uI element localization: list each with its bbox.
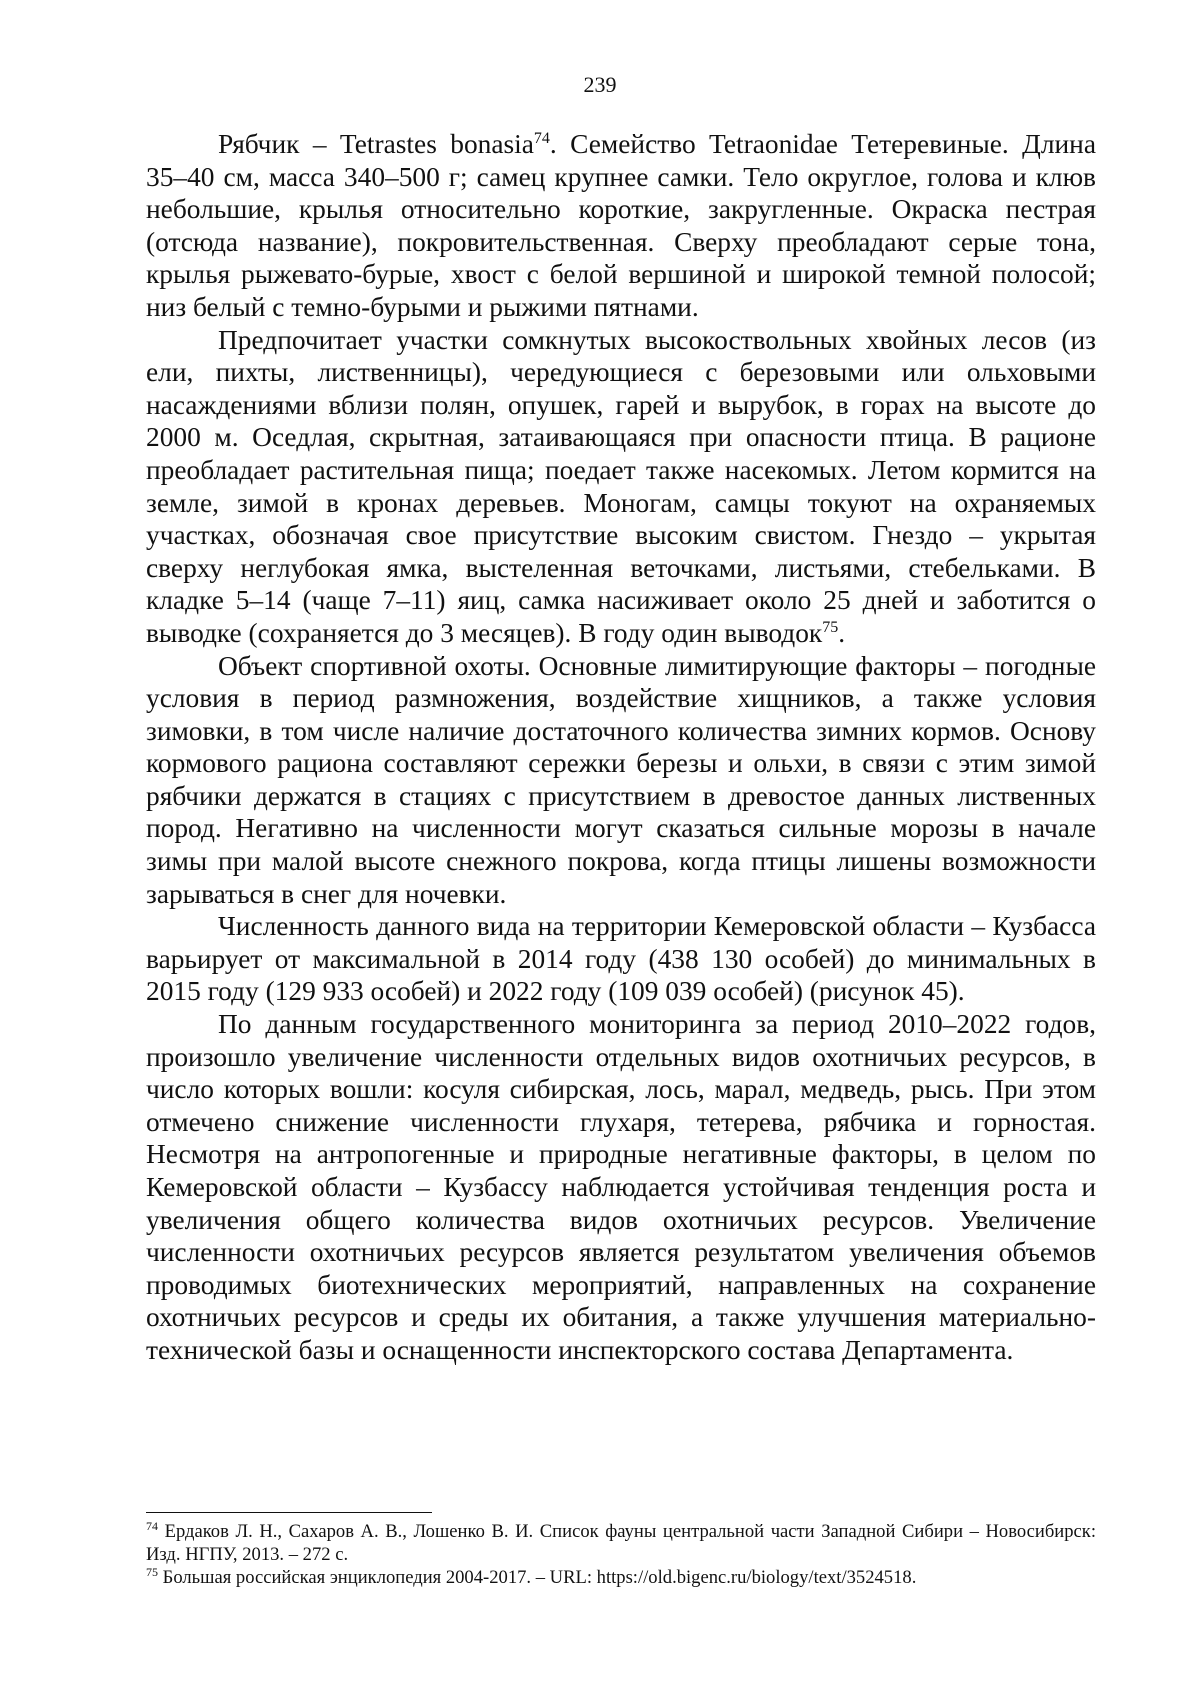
footnote-mark: 75 — [146, 1564, 158, 1579]
page-number: 239 — [583, 72, 617, 97]
footnote-reference-74[interactable]: 74 — [533, 129, 550, 147]
paragraph-population: Численность данного вида на территории Кемеровской области – Кузбасса варьирует от максимальной в 2014 году (438 130 особей) до минимальных в 2015 году (129 933 особей) и 2022 году (109 039 особей) (рисунок 45). — [146, 911, 1096, 1007]
footnotes — [146, 1520, 1096, 1589]
paragraph-text: Рябчик – Tetrastes bonasia — [218, 129, 534, 159]
footnote-separator — [146, 1512, 432, 1513]
paragraph-monitoring: По данным государственного мониторинга за период 2010–2022 годов, произошло увеличение численности отдельных видов охотничьих ресурсов, в число которых вошли: косуля сибирская, лось, марал, медведь, рысь. При этом отмечено снижение численности глухаря, тетерева, рябчика и горностая. Несмотря на антропогенные и природные негативные факторы, в целом по Кемеровской области – Кузбассу наблюдается устойчивая тенденция роста и увеличения общего количества видов охотничьих ресурсов. Увеличение численности охотничьих ресурсов является результатом увеличения объемов проводимых биотехнических мероприятий, направленных на сохранение охотничьих ресурсов и среды их обитания, а также улучшения материально-технической базы и оснащенности инспекторского состава Департамента. — [146, 1009, 1096, 1365]
paragraph-text: Предпочитает участки сомкнутых высокоствольных хвойных лесов (из ели, пихты, лиственницы), чередующиеся с березовыми или ольховыми насаждениями вблизи полян, опушек, гарей и вырубок, в горах на высоте до 2000 м. Оседлая, скрытная, затаивающаяся при опасности птица. В рационе преобладает растительная пища; поедает также насекомых. Летом кормится на земле, зимой в кронах деревьев. Моногам, самцы токуют на охраняемых участках, обозначая свое присутствие высоким свистом. Гнездо – укрытая сверху неглубокая ямка, выстеленная веточками, листьями, стебельками. В кладке 5–14 (чаще 7–11) яиц, самка насиживает около 25 дней и заботится о выводке (сохраняется до 3 месяцев). В году один выводок — [146, 324, 1096, 648]
paragraph-hazel-grouse-description — [146, 128, 1096, 324]
footnote-text: Ердаков Л. Н., Сахаров А. В., Лошенко В. И. Список фауны центральной части Западной Сибири – Новосибирск: Изд. НГПУ, 2013. – 272 с. — [146, 1521, 1096, 1565]
paragraph-text: . — [838, 617, 846, 648]
paragraph-habitat — [146, 324, 1096, 650]
footnote-reference-75[interactable]: 75 — [822, 618, 839, 636]
body-text — [146, 128, 1096, 1367]
footnote-75 — [146, 1566, 1096, 1589]
footnote-text[interactable]: Большая российская энциклопедия 2004-2017. – URL: https://old.bigenc.ru/biology/text/3524518. — [158, 1567, 917, 1588]
footnote-mark: 74 — [146, 1518, 158, 1533]
paragraph-limiting-factors: Объект спортивной охоты. Основные лимитирующие факторы – погодные условия в период размножения, воздействие хищников, а также условия зимовки, в том числе наличие достаточного количества зимних кормов. Основу кормового рациона составляют сережки березы и ольхи, в связи с этим зимой рябчики держатся в стациях с присутствием в древостое данных лиственных пород. Негативно на численности могут сказаться сильные морозы в начале зимы при малой высоте снежного покрова, когда птицы лишены возможности зарываться в снег для ночевки. — [146, 650, 1096, 909]
footnote-74 — [146, 1520, 1096, 1566]
paragraph-text: . Семейство Tetraonidae Тетеревиные. Длина 35–40 см, масса 340–500 г; самец крупнее самки. Тело округлое, голова и клюв небольшие, крылья относительно короткие, закругленные. Окраска пестрая (отсюда название), покровительственная. Сверху преобладают серые тона, крылья рыжевато-бурые, хвост с белой вершиной и широкой темной полосой; низ белый с темно-бурыми и рыжими пятнами. — [146, 129, 1096, 322]
